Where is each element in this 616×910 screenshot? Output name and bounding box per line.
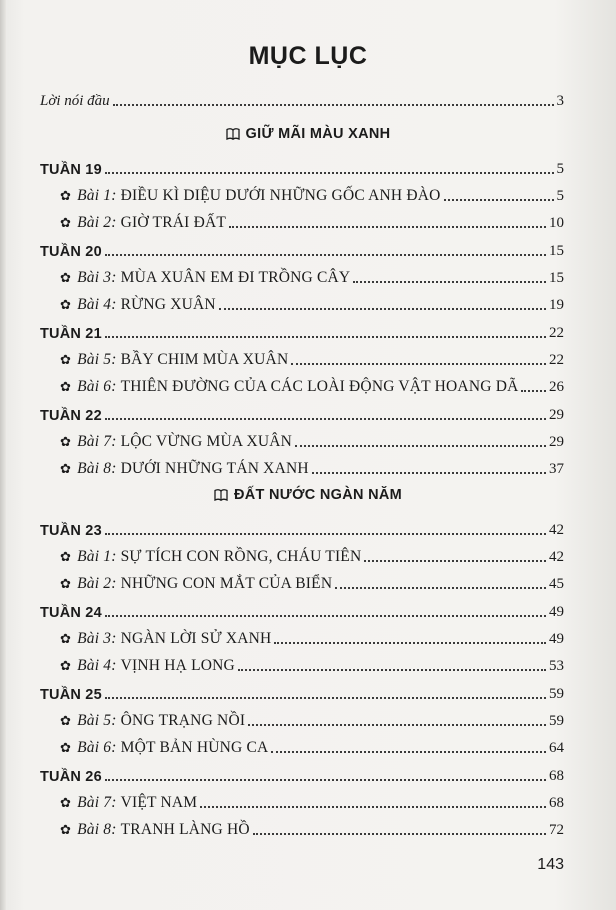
section-title: ĐẤT NƯỚC NGÀN NĂM [233,487,403,503]
flower-icon: ✿ [60,740,72,755]
lesson-title: ĐIỀU KÌ DIỆU DƯỚI NHỮNG GỐC ANH ĐÀO [120,187,441,204]
flower-icon: ✿ [60,795,72,810]
dot-leader [274,641,546,644]
lesson-page: 22 [549,352,564,368]
dot-leader [238,668,546,671]
page-title: MỤC LỤC [248,42,368,70]
lesson-title: VIỆT NAM [120,794,198,811]
lesson-page: 64 [549,740,564,756]
preface-row [40,88,564,110]
lesson-page: 10 [549,215,564,231]
flower-icon: ✿ [60,822,72,837]
lesson-number: Bài 7: [77,794,117,811]
lesson-row [60,571,564,593]
lesson-title: MÙA XUÂN EM ĐI TRỒNG CÂY [120,269,351,286]
week-row [40,681,564,703]
week-row [40,517,564,539]
dot-leader [353,280,546,283]
book-icon [214,489,228,505]
lesson-title: VỊNH HẠ LONG [120,657,235,674]
week-label: TUẦN 22 [40,408,102,424]
lesson-label [60,351,288,369]
lesson-label [60,630,271,648]
flower-icon: ✿ [60,461,72,476]
week-label: TUẦN 20 [40,244,102,260]
week-row [40,763,564,785]
dot-leader [291,362,546,365]
lesson-label [60,794,197,812]
lesson-row [60,292,564,314]
lesson-number: Bài 7: [77,433,117,450]
lesson-title: LỘC VỪNG MÙA XUÂN [120,433,293,450]
lesson-title: RỪNG XUÂN [120,296,216,313]
week-page: 29 [549,407,564,423]
flower-icon: ✿ [60,576,72,591]
lesson-page: 45 [549,576,564,592]
dot-leader [105,778,546,781]
preface-page: 3 [556,93,564,109]
lesson-label [60,548,361,566]
lesson-number: Bài 4: [77,657,117,674]
week-label: TUẦN 25 [40,687,102,703]
dot-leader [253,832,546,835]
week-row [40,599,564,621]
lesson-title: THIÊN ĐƯỜNG CỦA CÁC LOÀI ĐỘNG VẬT HOANG DÃ [120,378,519,395]
lesson-number: Bài 1: [77,187,117,204]
lesson-page: 49 [549,631,564,647]
lesson-row [60,429,564,451]
flower-icon: ✿ [60,270,72,285]
flower-icon: ✿ [60,379,72,394]
lesson-label [60,187,441,205]
lesson-page: 26 [549,379,564,395]
lesson-label [60,269,350,287]
week-page: 59 [549,686,564,702]
dot-leader [521,389,546,392]
lesson-number: Bài 6: [77,739,117,756]
lesson-label [60,821,250,839]
dot-leader [312,471,546,474]
week-label: TUẦN 23 [40,523,102,539]
lesson-number: Bài 6: [77,378,117,395]
flower-icon: ✿ [60,658,72,673]
lesson-number: Bài 1: [77,548,117,565]
dot-leader [335,586,546,589]
lesson-number: Bài 4: [77,296,117,313]
flower-icon: ✿ [60,713,72,728]
lesson-title: DƯỚI NHỮNG TÁN XANH [120,460,309,477]
dot-leader [271,750,546,753]
lesson-page: 53 [549,658,564,674]
lesson-title: MỘT BẢN HÙNG CA [120,739,269,756]
page-number: 143 [537,856,564,873]
lesson-row [60,347,564,369]
dot-leader [229,225,546,228]
flower-icon: ✿ [60,631,72,646]
week-page: 5 [556,161,564,177]
section-heading [0,126,616,144]
week-row [40,156,564,178]
lesson-label [60,575,332,593]
week-label: TUẦN 26 [40,769,102,785]
lesson-row [60,374,564,396]
week-page: 42 [549,522,564,538]
lesson-page: 29 [549,434,564,450]
flower-icon: ✿ [60,297,72,312]
dot-leader [105,171,554,174]
lesson-label [60,739,268,757]
lesson-page: 59 [549,713,564,729]
dot-leader [105,532,546,535]
book-icon [226,128,240,144]
lesson-title: SỰ TÍCH CON RỒNG, CHÁU TIÊN [120,548,362,565]
lesson-page: 72 [549,822,564,838]
lesson-page: 19 [549,297,564,313]
week-page: 68 [549,768,564,784]
lesson-label [60,214,226,232]
dot-leader [364,559,546,562]
lesson-row [60,817,564,839]
week-row [40,402,564,424]
week-label: TUẦN 19 [40,162,102,178]
preface-label: Lời nói đầu [40,93,110,109]
lesson-title: NGÀN LỜI SỬ XANH [120,630,272,647]
lesson-page: 42 [549,549,564,565]
lesson-number: Bài 5: [77,351,117,368]
flower-icon: ✿ [60,352,72,367]
lesson-title: GIỜ TRÁI ĐẤT [120,214,227,231]
dot-leader [113,103,554,106]
dot-leader [105,696,546,699]
dot-leader [105,253,546,256]
lesson-row [60,626,564,648]
week-row [40,238,564,260]
week-page: 22 [549,325,564,341]
lesson-row [60,265,564,287]
dot-leader [105,614,546,617]
dot-leader [200,805,546,808]
lesson-label [60,296,216,314]
lesson-row [60,456,564,478]
section-heading [0,487,616,505]
week-label: TUẦN 21 [40,326,102,342]
flower-icon: ✿ [60,188,72,203]
lesson-title: ÔNG TRẠNG NỒI [120,712,246,729]
week-label: TUẦN 24 [40,605,102,621]
dot-leader [105,335,546,338]
lesson-label [60,378,518,396]
lesson-title: NHỮNG CON MẮT CỦA BIỂN [120,575,333,592]
lesson-number: Bài 3: [77,269,117,286]
lesson-row [60,653,564,675]
lesson-number: Bài 8: [77,821,117,838]
dot-leader [444,198,554,201]
lesson-page: 15 [549,270,564,286]
dot-leader [105,417,546,420]
dot-leader [219,307,546,310]
week-page: 49 [549,604,564,620]
lesson-row [60,790,564,812]
lesson-label [60,657,235,675]
dot-leader [295,444,546,447]
lesson-number: Bài 5: [77,712,117,729]
lesson-page: 68 [549,795,564,811]
flower-icon: ✿ [60,215,72,230]
lesson-title: TRANH LÀNG HỒ [120,821,250,838]
lesson-title: BẦY CHIM MÙA XUÂN [120,351,289,368]
lesson-page: 5 [556,188,564,204]
flower-icon: ✿ [60,549,72,564]
lesson-row [60,708,564,730]
lesson-row [60,183,564,205]
lesson-number: Bài 2: [77,575,117,592]
lesson-number: Bài 3: [77,630,117,647]
lesson-label [60,433,292,451]
lesson-row [60,544,564,566]
section-title: GIỮ MÃI MÀU XANH [245,126,391,142]
week-page: 15 [549,243,564,259]
lesson-row [60,735,564,757]
lesson-page: 37 [549,461,564,477]
week-row [40,320,564,342]
lesson-label [60,460,309,478]
dot-leader [248,723,546,726]
flower-icon: ✿ [60,434,72,449]
lesson-number: Bài 8: [77,460,117,477]
lesson-number: Bài 2: [77,214,117,231]
lesson-label [60,712,245,730]
lesson-row [60,210,564,232]
